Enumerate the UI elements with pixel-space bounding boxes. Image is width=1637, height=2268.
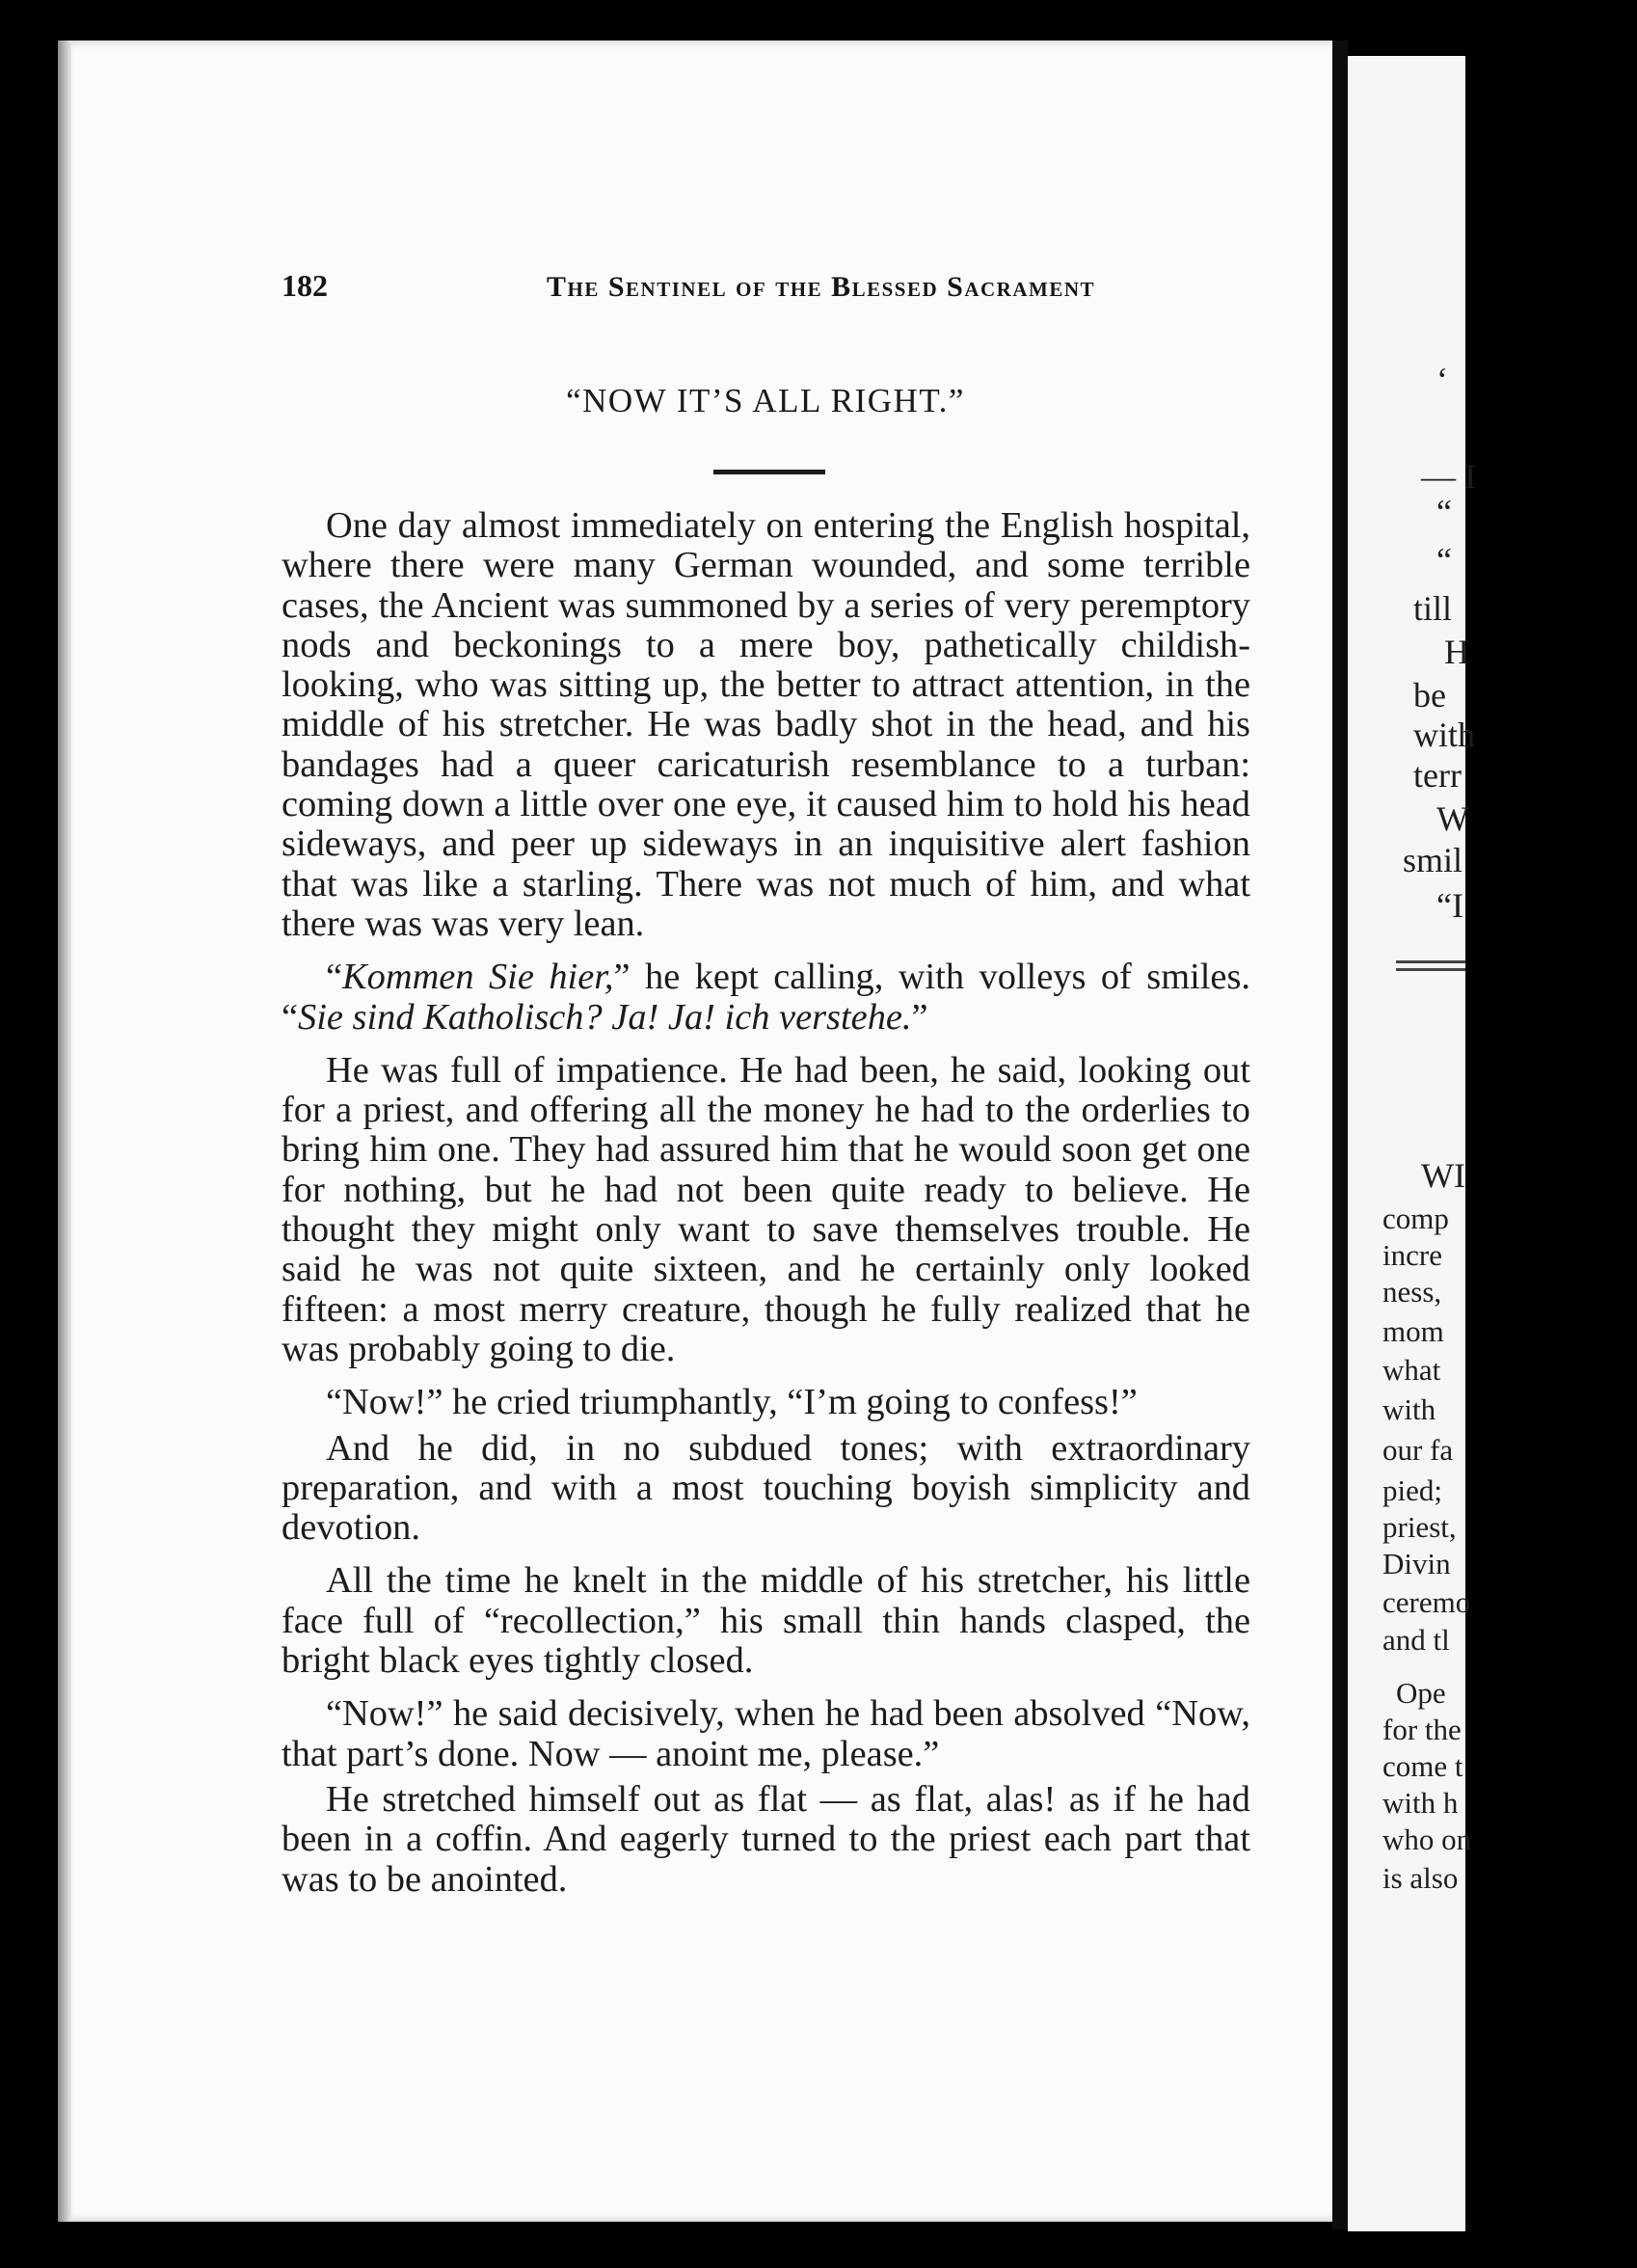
paragraph-2-text: ” he kept calling, with volleys of smiles. “: [282, 957, 1250, 1038]
paragraph-4: “Now!” he cried triumphantly, “I’m going to confess!”: [326, 1382, 1138, 1423]
facing-rule: [1396, 960, 1465, 963]
article-body: [282, 506, 1250, 1913]
facing-text: ness,: [1382, 1275, 1442, 1309]
quote-open: “: [326, 957, 343, 998]
paragraph-6: All the time he knelt in the middle of his stretcher, his little face full of “recollection,” his small thin hands clasped, the bright black eyes tightly closed.: [282, 1560, 1250, 1682]
running-head: [282, 268, 1095, 304]
facing-text: and tl: [1382, 1623, 1450, 1657]
german-phrase-1: Kommen Sie hier,: [342, 957, 614, 998]
facing-text: smil: [1403, 841, 1463, 879]
paragraph-2: [282, 958, 1250, 1038]
title-rule: [713, 470, 825, 474]
paragraph-8: He stretched himself out as flat — as flat, alas! as if he had been in a coffin. And eagerly turned to the priest each part that was to be anointed.: [282, 1778, 1250, 1900]
facing-text: ceremo: [1382, 1585, 1471, 1619]
facing-text: — I: [1421, 457, 1476, 496]
facing-text: terr: [1413, 756, 1462, 795]
facing-text: till: [1413, 589, 1453, 628]
article-title: “NOW IT’S ALL RIGHT.”: [566, 382, 965, 419]
facing-text: be: [1413, 676, 1446, 715]
facing-text: ‘: [1436, 361, 1448, 399]
facing-text: mom: [1382, 1314, 1444, 1348]
facing-text: who on: [1382, 1822, 1472, 1856]
facing-text: come t: [1382, 1749, 1463, 1783]
facing-text: is also: [1382, 1861, 1459, 1895]
facing-text: “: [1436, 541, 1452, 580]
facing-text: with: [1413, 716, 1476, 754]
german-phrase-2: Sie sind Katholisch? Ja! Ja! ich verstehe.: [298, 996, 912, 1038]
facing-text: Ope: [1396, 1676, 1446, 1710]
paragraph-7: “Now!” he said decisively, when he had been absolved “Now, that part’s done. Now — anoint me, please.”: [282, 1693, 1250, 1774]
quote-close: ”: [911, 996, 928, 1038]
facing-text: our fa: [1382, 1433, 1454, 1467]
facing-text: with: [1382, 1392, 1436, 1426]
facing-text: priest,: [1382, 1510, 1457, 1544]
page-edge-shadow: [58, 40, 71, 2222]
facing-text: with h: [1382, 1786, 1459, 1820]
facing-text: what: [1382, 1353, 1441, 1387]
facing-text: “: [1436, 493, 1452, 531]
paragraph-1: One day almost immediately on entering the English hospital, where there were many German wounded, and some terrible cases, the Ancient was summoned by a series of very peremptory nods and beckonings to a mere boy, pathetically childish-looking, who was sitting up, the better to attract attention, in the middle of his stretcher. He was badly shot in the head, and his bandages had a queer caricaturish resemblance to a turban: coming down a little over one eye, it caused him to hold his head sideways, and peer up sideways in an inquisitive alert fashion that was like a starling. There was not much of him, and what there was was very lean.: [282, 505, 1250, 944]
facing-page-fragment: [1348, 56, 1476, 2231]
facing-text: for the: [1382, 1713, 1462, 1746]
facing-text: pied;: [1382, 1473, 1442, 1507]
facing-text: “I: [1436, 886, 1463, 925]
facing-text: WI: [1421, 1156, 1465, 1195]
facing-text: comp: [1382, 1202, 1449, 1235]
journal-title: The Sentinel of the Blessed Sacrament: [547, 271, 1095, 303]
facing-text: W: [1436, 799, 1469, 838]
paragraph-3: He was full of impatience. He had been, he said, looking out for a priest, and offering all the money he had to the orderlies to bring him one. They had assured him that he would soon get one for nothing, but he had not been quite ready to believe. He thought they might only want to save themselves trouble. He said he was not quite sixteen, and he certainly only looked fifteen: a most merry creature, though he fully realized that he was probably going to die.: [282, 1049, 1250, 1369]
facing-text: incre: [1382, 1238, 1442, 1272]
page-number: 182: [282, 268, 328, 303]
facing-text: H: [1444, 633, 1469, 671]
paragraph-5: And he did, in no subdued tones; with extraordinary preparation, and with a most touching boyish simplicity and devotion.: [282, 1427, 1250, 1549]
facing-text: Divin: [1382, 1547, 1451, 1580]
book-gutter: [1332, 40, 1348, 2229]
